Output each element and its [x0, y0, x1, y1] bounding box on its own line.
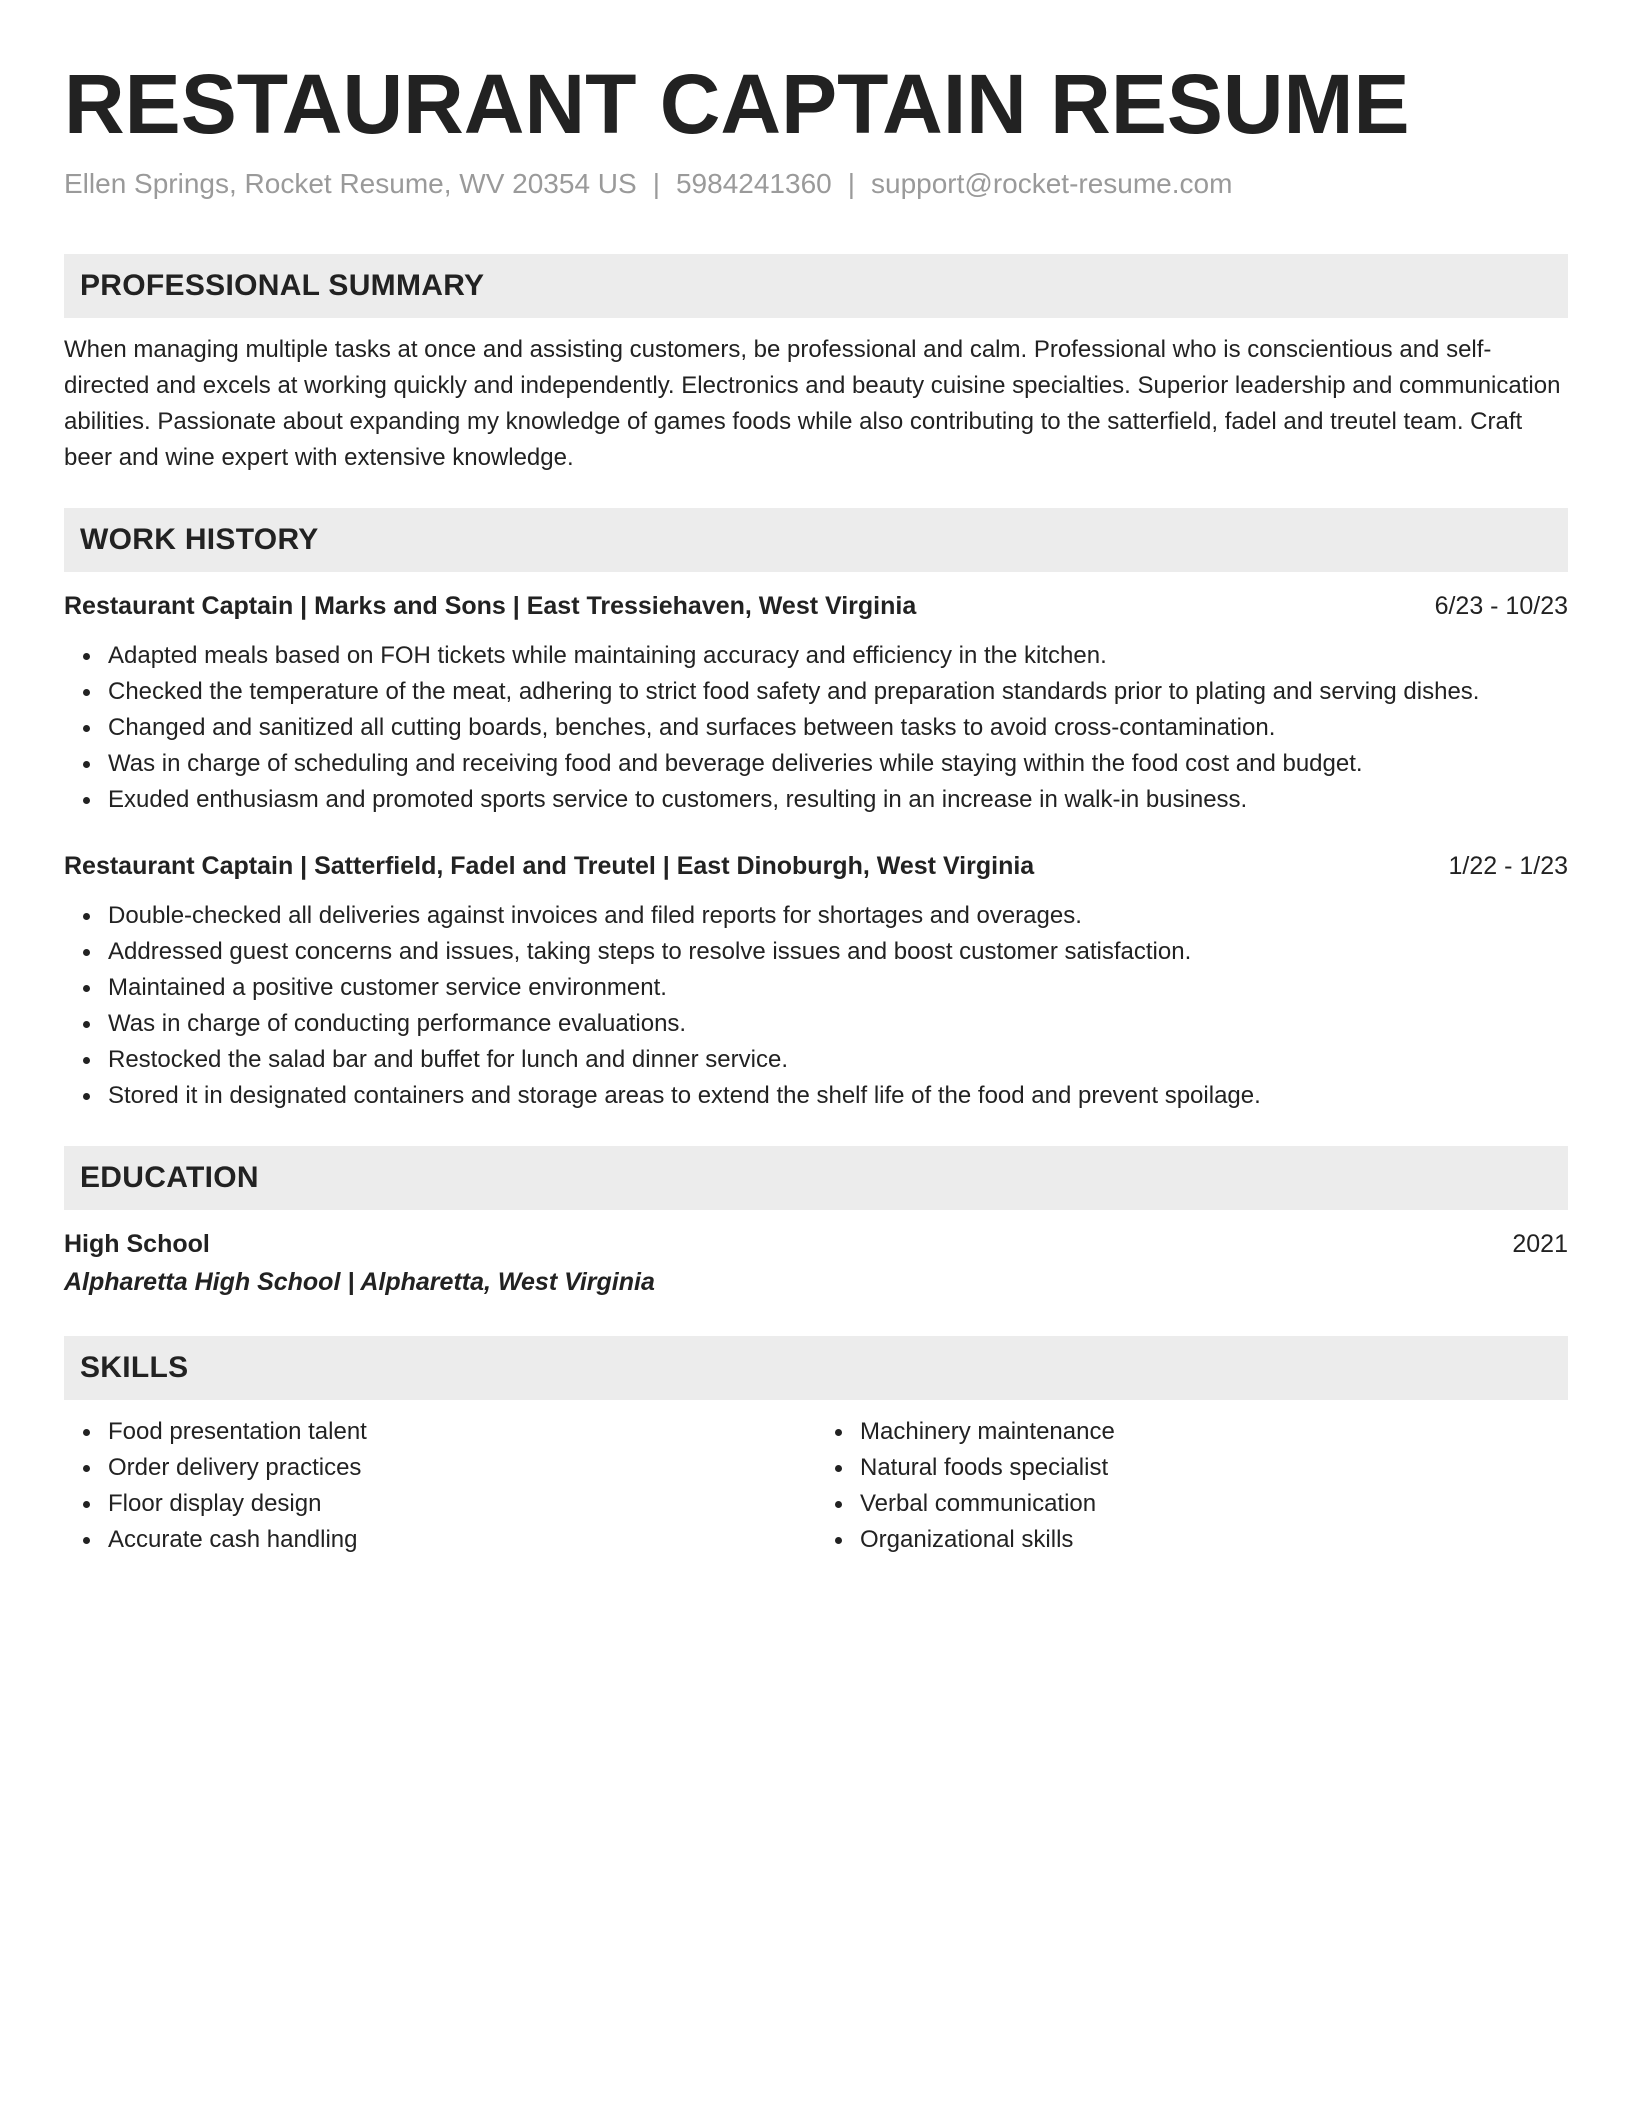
job-bullet: Was in charge of scheduling and receiving food and beverage deliveries while staying within the food cost and budget. [108, 746, 1568, 782]
job-bullets [64, 898, 1568, 1114]
job-date: 6/23 - 10/23 [1434, 592, 1568, 620]
contact-email: support@rocket-resume.com [871, 168, 1233, 199]
job-bullet: Stored it in designated containers and storage areas to extend the shelf life of the food and prevent spoilage. [108, 1078, 1568, 1114]
education-section [64, 1146, 1568, 1302]
education-row [64, 1226, 1568, 1262]
job-header [64, 848, 1568, 884]
job-bullet: Checked the temperature of the meat, adhering to strict food safety and preparation standards prior to plating and serving dishes. [108, 674, 1568, 710]
job-bullets [64, 638, 1568, 818]
work-history-heading: WORK HISTORY [64, 508, 1568, 572]
skill-item: Food presentation talent [108, 1414, 816, 1450]
education-year: 2021 [1512, 1230, 1568, 1258]
skill-item: Accurate cash handling [108, 1522, 816, 1558]
skills-heading: SKILLS [64, 1336, 1568, 1400]
job-title: Restaurant Captain | Marks and Sons | East Tressiehaven, West Virginia [64, 592, 917, 620]
summary-section [64, 254, 1568, 476]
contact-separator: | [652, 168, 660, 199]
summary-text: When managing multiple tasks at once and assisting customers, be professional and calm. Professional who is conscientious and self-directed and excels at working quickly and independently. Electronics and beauty cuisine specialties. Superior leadership and communication abilities. Passionate about expanding my knowledge of games foods while also contributing to the satterfield, fadel and treutel team. Craft beer and wine expert with extensive knowledge. [64, 336, 1561, 471]
job-bullet: Changed and sanitized all cutting boards, benches, and surfaces between tasks to avoid cross-contamination. [108, 710, 1568, 746]
job-bullet: Adapted meals based on FOH tickets while maintaining accuracy and efficiency in the kitchen. [108, 638, 1568, 674]
contact-separator: | [847, 168, 855, 199]
skill-item: Natural foods specialist [860, 1450, 1568, 1486]
resume-title: RESTAURANT CAPTAIN RESUME [64, 57, 1410, 151]
job-entry [64, 588, 1568, 818]
contact-line [64, 166, 1568, 202]
skill-item: Verbal communication [860, 1486, 1568, 1522]
job-bullet: Was in charge of conducting performance evaluations. [108, 1006, 1568, 1042]
skills-list-right [816, 1414, 1568, 1558]
skills-list-left [64, 1414, 816, 1558]
skills-section [64, 1336, 1568, 1558]
job-bullet: Exuded enthusiasm and promoted sports service to customers, resulting in an increase in walk-in business. [108, 782, 1568, 818]
job-date: 1/22 - 1/23 [1448, 852, 1568, 880]
job-bullet: Double-checked all deliveries against invoices and filed reports for shortages and overages. [108, 898, 1568, 934]
skill-item: Floor display design [108, 1486, 816, 1522]
skill-item: Machinery maintenance [860, 1414, 1568, 1450]
summary-heading: PROFESSIONAL SUMMARY [64, 254, 1568, 318]
contact-address: Ellen Springs, Rocket Resume, WV 20354 US [64, 168, 637, 199]
skill-item: Organizational skills [860, 1522, 1568, 1558]
job-bullet: Restocked the salad bar and buffet for lunch and dinner service. [108, 1042, 1568, 1078]
education-school: Alpharetta High School | Alpharetta, West Virginia [64, 1268, 655, 1296]
education-degree: High School [64, 1230, 210, 1258]
job-header [64, 588, 1568, 624]
job-title: Restaurant Captain | Satterfield, Fadel and Treutel | East Dinoburgh, West Virginia [64, 852, 1035, 880]
work-history-section [64, 508, 1568, 1114]
skills-columns [64, 1414, 1568, 1558]
job-entry [64, 848, 1568, 1114]
job-bullet: Addressed guest concerns and issues, taking steps to resolve issues and boost customer satisfaction. [108, 934, 1568, 970]
skill-item: Order delivery practices [108, 1450, 816, 1486]
contact-phone: 5984241360 [675, 168, 832, 199]
job-bullet: Maintained a positive customer service environment. [108, 970, 1568, 1006]
education-heading: EDUCATION [64, 1146, 1568, 1210]
